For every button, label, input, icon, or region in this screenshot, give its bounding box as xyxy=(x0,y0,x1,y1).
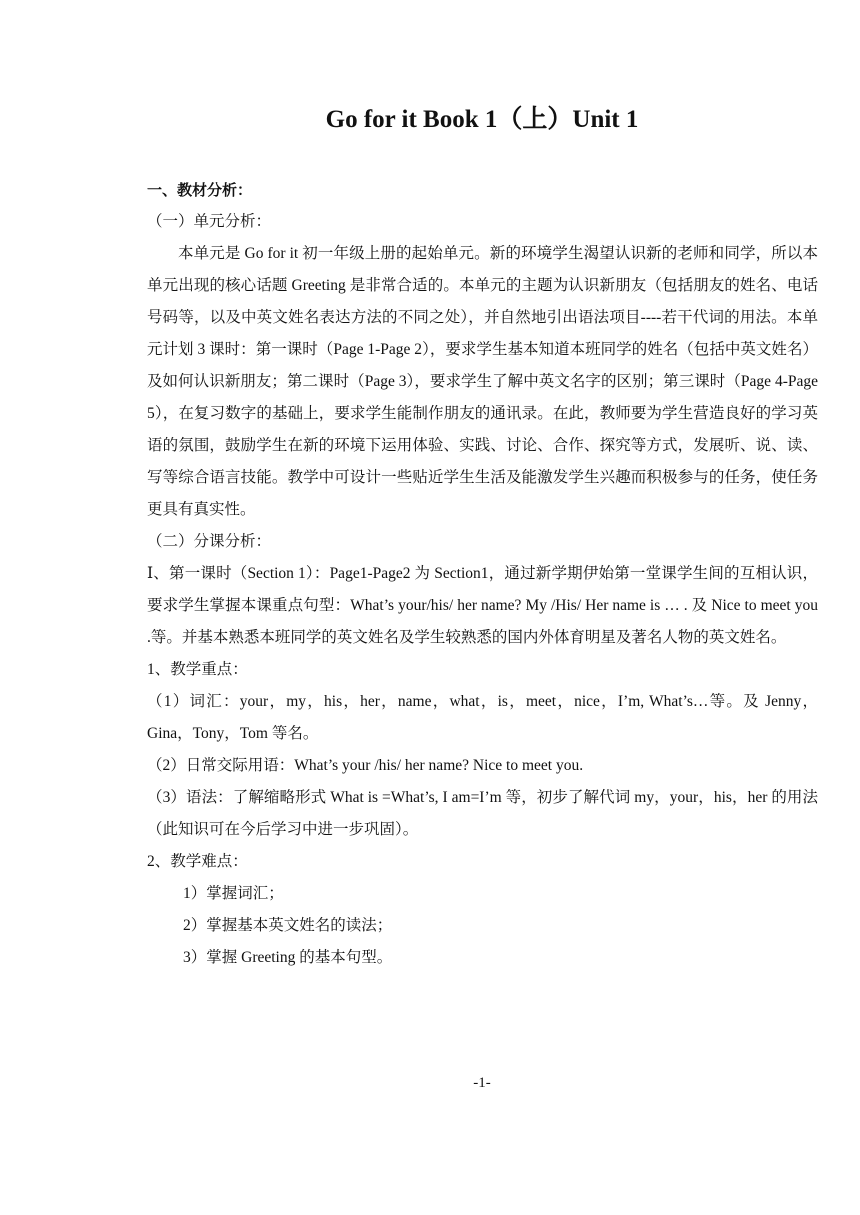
document-title: Go for it Book 1（上）Unit 1 xyxy=(325,106,639,133)
difficulty-item: 3）掌握 Greeting 的基本句型。 xyxy=(183,949,393,966)
difficulties-heading: 2、教学难点： xyxy=(147,853,248,870)
lesson1-paragraph: Ⅰ、第一课时（Section 1）：Page1-Page2 为 Section1，通过新学期伊始第一堂课学生间的互相认识，要求学生掌握本课重点句型：What’s your/his/ her name? My /His/ Her name is … . 及 Nice to meet you .等。并基本熟悉本班同学的英文姓名及学生较熟悉的国内外体育明星及著名人物的英文姓名。 xyxy=(147,565,818,646)
document-body xyxy=(147,174,818,974)
section-heading: 一、教材分析： xyxy=(147,181,253,199)
lesson-analysis-heading: （二）分课分析： xyxy=(147,533,272,550)
unit-analysis-paragraph: 本单元是 Go for it 初一年级上册的起始单元。新的环境学生渴望认识新的老师和同学，所以本单元出现的核心话题 Greeting 是非常合适的。本单元的主题为认识新朋友（包括朋友的姓名、电话号码等，以及中英文姓名表达方法的不同之处），并自然地引出语法项目----若干代词的用法。本单元计划 3 课时：第一课时（Page 1-Page 2），要求学生基本知道本班同学的姓名（包括中英文姓名）及如何认识新朋友；第二课时（Page 3），要求学生了解中英文名字的区别；第三课时（Page 4-Page 5），在复习数字的基础上，要求学生能制作朋友的通讯录。在此，教师要为学生营造良好的学习英语的氛围，鼓励学生在新的环境下运用体验、实践、讨论、合作、探究等方式，发展听、说、读、写等综合语言技能。教学中可设计一些贴近学生生活及能激发学生兴趣而积极参与的任务，使任务更具有真实性。 xyxy=(147,245,818,518)
key-points-heading: 1、教学重点： xyxy=(147,661,248,678)
key-point-expressions: （2）日常交际用语：What’s your /his/ her name? Nice to meet you. xyxy=(147,757,584,774)
difficulty-item: 2）掌握基本英文姓名的读法； xyxy=(183,917,393,934)
difficulty-item: 1）掌握词汇； xyxy=(183,885,284,902)
key-point-grammar: （3）语法：了解缩略形式 What is =What’s, I am=I’m 等，初步了解代词 my，your，his，her 的用法（此知识可在今后学习中进一步巩固）。 xyxy=(147,789,818,838)
page-number: -1- xyxy=(473,1075,491,1091)
unit-analysis-heading: （一）单元分析： xyxy=(147,213,272,230)
key-point-vocabulary: （1）词汇：your，my，his，her，name，what，is，meet，nice，I’m, What’s…等。及 Jenny，Gina，Tony，Tom 等名。 xyxy=(147,693,818,742)
